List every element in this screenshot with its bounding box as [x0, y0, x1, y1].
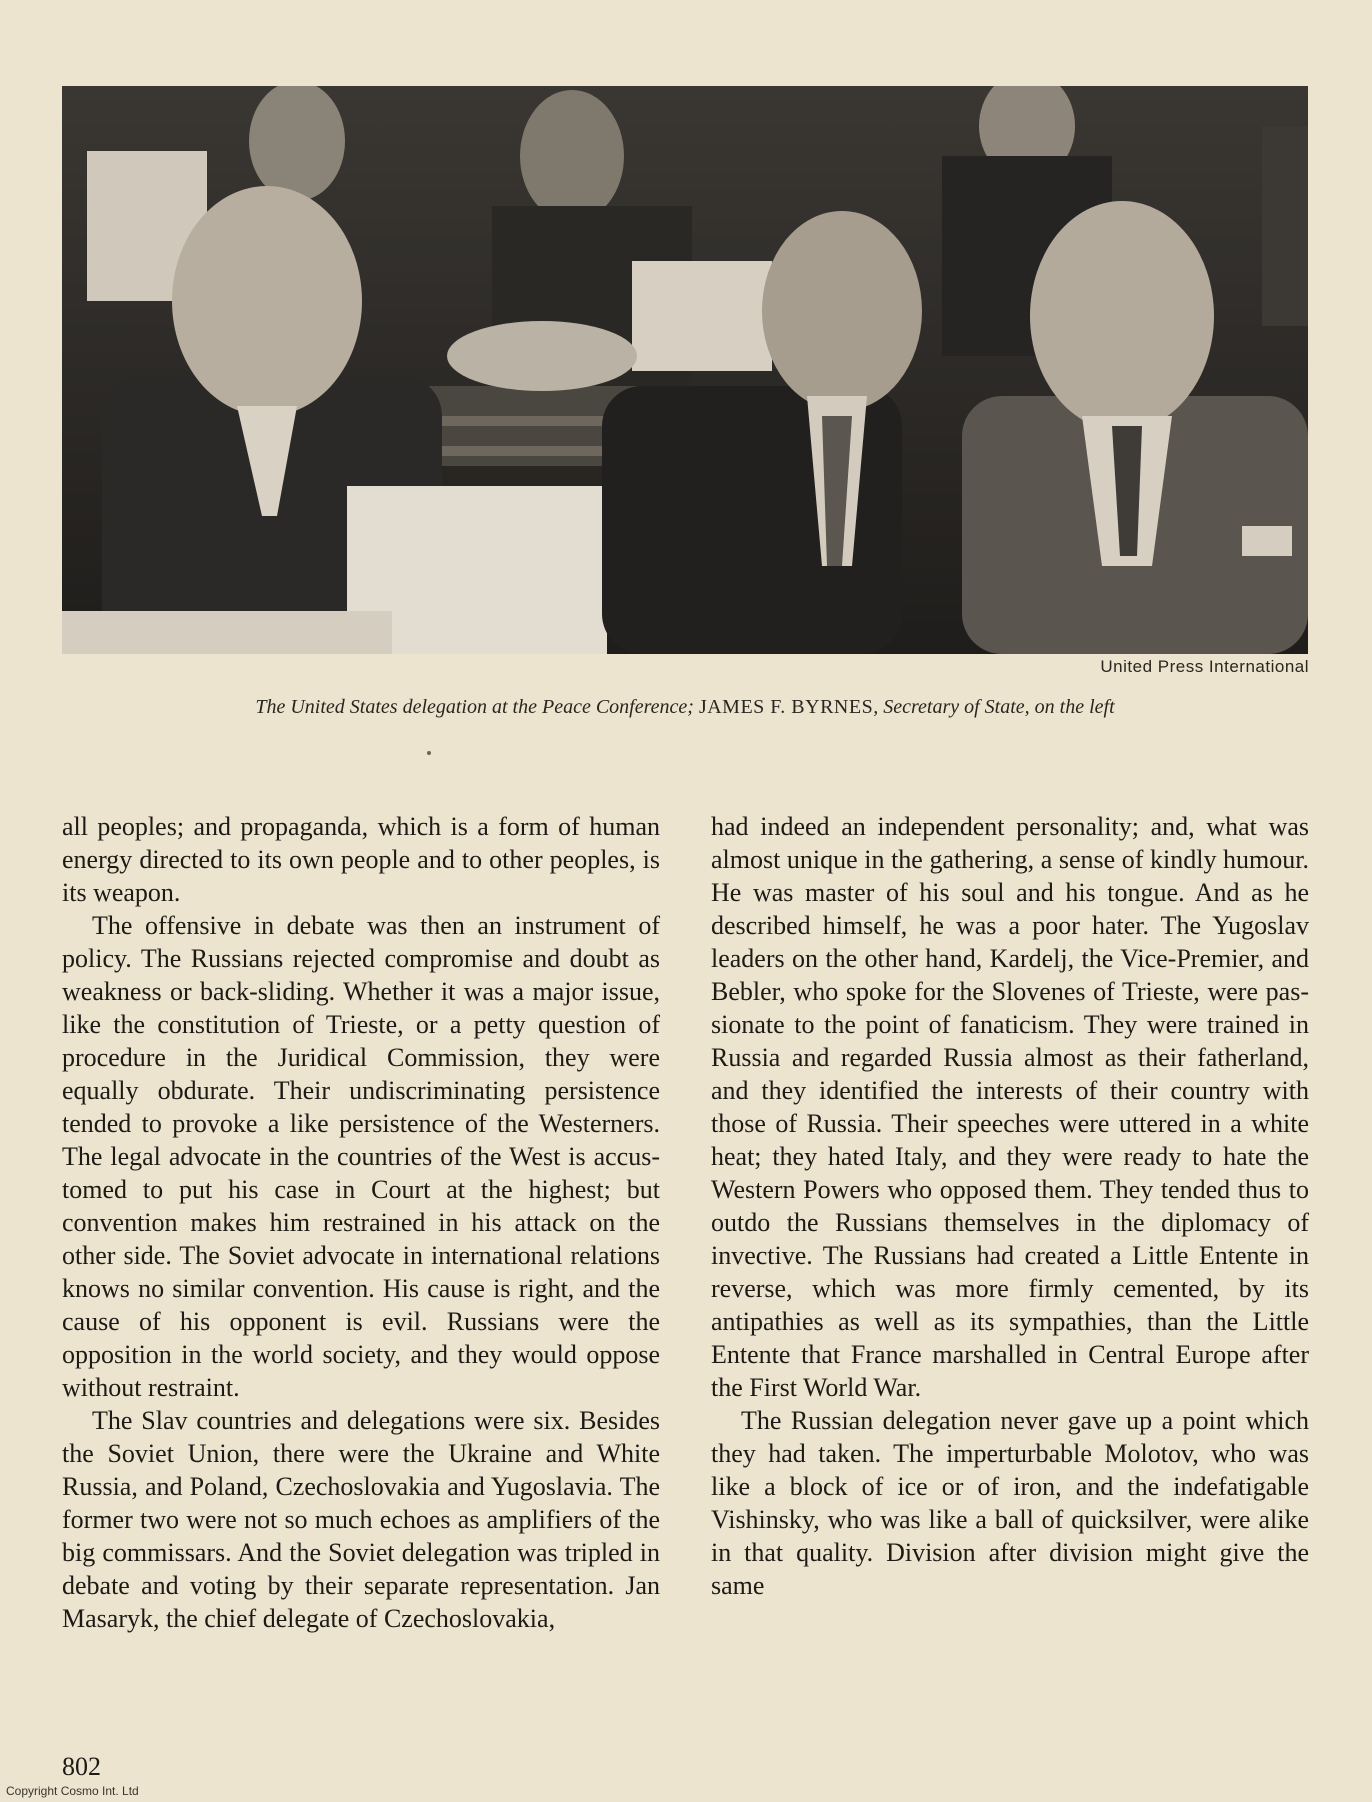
paragraph: The Slav countries and delegations were six. Besides the Soviet Union, there were the Ukraine and White Russia, and Poland, Czechoslovakia and Yugoslavia. The former two were not so much echoes as amplifiers of the big commissars. And the Soviet delegation was tripled in debate and voting by their separate representation. Jan Masaryk, the chief delegate of Czechoslovakia, [62, 1406, 660, 1633]
article-column-left [62, 810, 660, 1635]
paragraph: all peoples; and propaganda, which is a form of human energy directed to its own people and to other peoples, is its weapon. [62, 812, 660, 907]
paragraph: The Russian delegation never gave up a point which they had taken. The imperturbable Molotov, who was like a block of ice or of iron, and the indefatigable Vishinsky, who was like a ball of quicksilver, were alike in that quality. Division after division might give the same [711, 1406, 1309, 1600]
article-column-right [711, 810, 1309, 1602]
photo-credit: United Press International [1100, 657, 1309, 676]
paragraph: The offensive in debate was then an instrument of policy. The Russians rejected compromise and doubt as weakness or back-sliding. Whether it was a major issue, like the constitution of Trieste, or a petty question of procedure in the Juridical Commission, they were equally obdurate. Their undiscriminating persistence tended to provoke a like persistence of the Westerners. The legal advocate in the countries of the West is accustomed to put his case in Court at the highest; but convention makes him restrained in his attack on the other side. The Soviet advocate in international relations knows no similar convention. His cause is right, and the cause of his opponent is evil. Russians were the opposition in the world society, and they would oppose without restraint. [62, 911, 660, 1402]
caption-name: JAMES F. BYRNES [698, 696, 874, 718]
caption-text-start: The United States delegation at the Peace Conference; [255, 696, 699, 718]
paragraph: had indeed an independent personality; and, what was almost unique in the gathering, a sense of kindly humour. He was master of his soul and his tongue. And as he described himself, he was a poor hater. The Yugoslav leaders on the other hand, Kardelj, the Vice-Premier, and Bebler, who spoke for the Slovenes of Trieste, were passionate to the point of fanaticism. They were trained in Russia and regarded Russia almost as their fatherland, and they identified the interests of their country with those of Russia. Their speeches were uttered in a white heat; they hated Italy, and they were ready to hate the Western Powers who opposed them. They tended thus to outdo the Russians themselves in the diplomacy of invective. The Russians had created a Little Entente in reverse, which was more firmly cemented, by its antipathies as well as its sympathies, than the Little Entente that France marshalled in Central Europe after the First World War. [711, 812, 1309, 1402]
conference-photo [62, 86, 1308, 654]
caption-text-end: , Secretary of State, on the left [873, 696, 1115, 718]
photo-illustration [62, 86, 1308, 654]
page-number: 802 [62, 1752, 101, 1781]
copyright-notice: Copyright Cosmo Int. Ltd [6, 1784, 139, 1798]
photo-caption [62, 696, 1308, 719]
print-speck [427, 751, 431, 755]
